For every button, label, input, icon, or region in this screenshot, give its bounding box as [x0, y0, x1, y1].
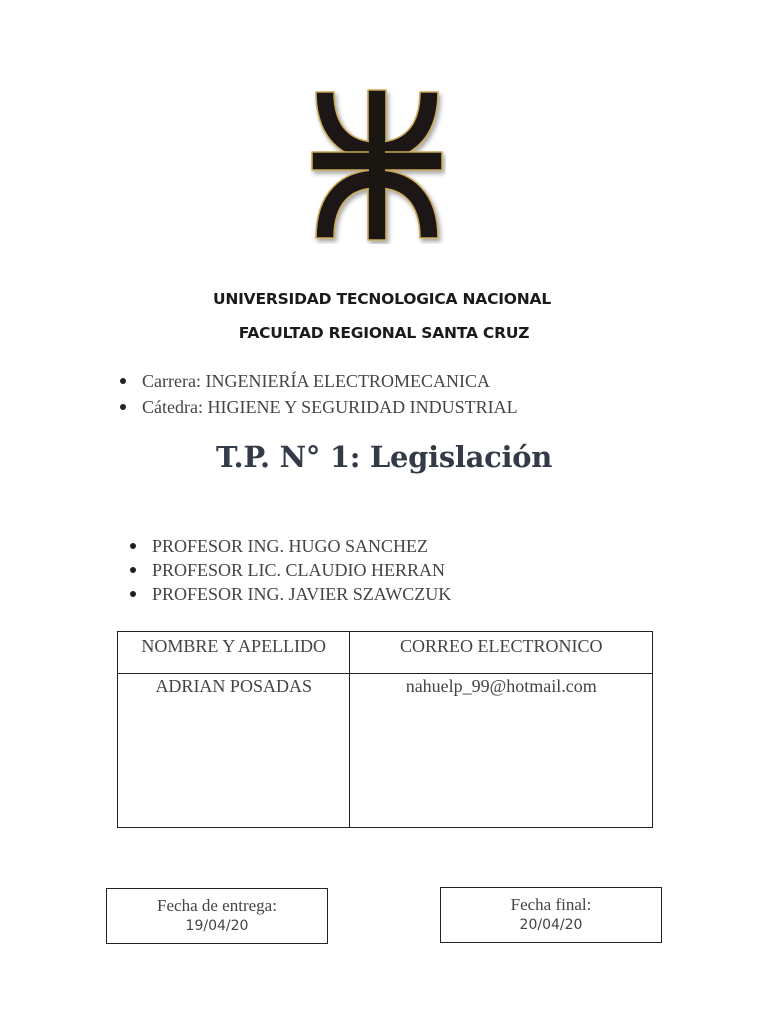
professors-list	[128, 534, 451, 606]
list-item	[128, 558, 451, 582]
bullet-icon	[130, 543, 136, 549]
faculty-name: FACULTAD REGIONAL SANTA CRUZ	[238, 324, 530, 342]
bullet-icon	[120, 378, 126, 384]
list-item	[118, 368, 518, 394]
delivery-date-value: 19/04/20	[185, 918, 249, 934]
column-header-email: CORREO ELECTRONICO	[350, 632, 653, 674]
students-table	[117, 631, 653, 828]
list-item	[118, 394, 518, 420]
delivery-date-label: Fecha de entrega:	[157, 896, 277, 915]
student-email-cell: nahuelp_99@hotmail.com	[350, 674, 653, 828]
list-item	[128, 582, 451, 606]
list-item	[128, 534, 451, 558]
university-name: UNIVERSIDAD TECNOLOGICA NACIONAL	[212, 290, 552, 308]
page-title: T.P. N° 1: Legislación	[216, 440, 552, 474]
bullet-icon	[130, 567, 136, 573]
table-header-row	[118, 632, 653, 674]
final-date-value: 20/04/20	[519, 917, 583, 933]
professor-name: PROFESOR ING. HUGO SANCHEZ	[152, 536, 429, 556]
column-header-name: NOMBRE Y APELLIDO	[118, 632, 350, 674]
course-info-list	[118, 368, 518, 420]
professor-name: PROFESOR LIC. CLAUDIO HERRAN	[152, 560, 446, 580]
final-date-label: Fecha final:	[510, 895, 592, 914]
final-date-box	[440, 887, 662, 943]
bullet-icon	[120, 404, 126, 410]
student-name-cell: ADRIAN POSADAS	[118, 674, 350, 828]
bullet-icon	[130, 591, 136, 597]
professor-name: PROFESOR ING. JAVIER SZAWCZUK	[152, 584, 452, 604]
subject-label: Cátedra:	[142, 397, 203, 417]
utn-logo-icon	[308, 86, 446, 244]
career-value: INGENIERÍA ELECTROMECANICA	[205, 371, 490, 391]
delivery-date-box	[106, 888, 328, 944]
career-label: Carrera:	[142, 371, 201, 391]
table-row	[118, 674, 653, 828]
subject-value: HIGIENE Y SEGURIDAD INDUSTRIAL	[207, 397, 518, 417]
